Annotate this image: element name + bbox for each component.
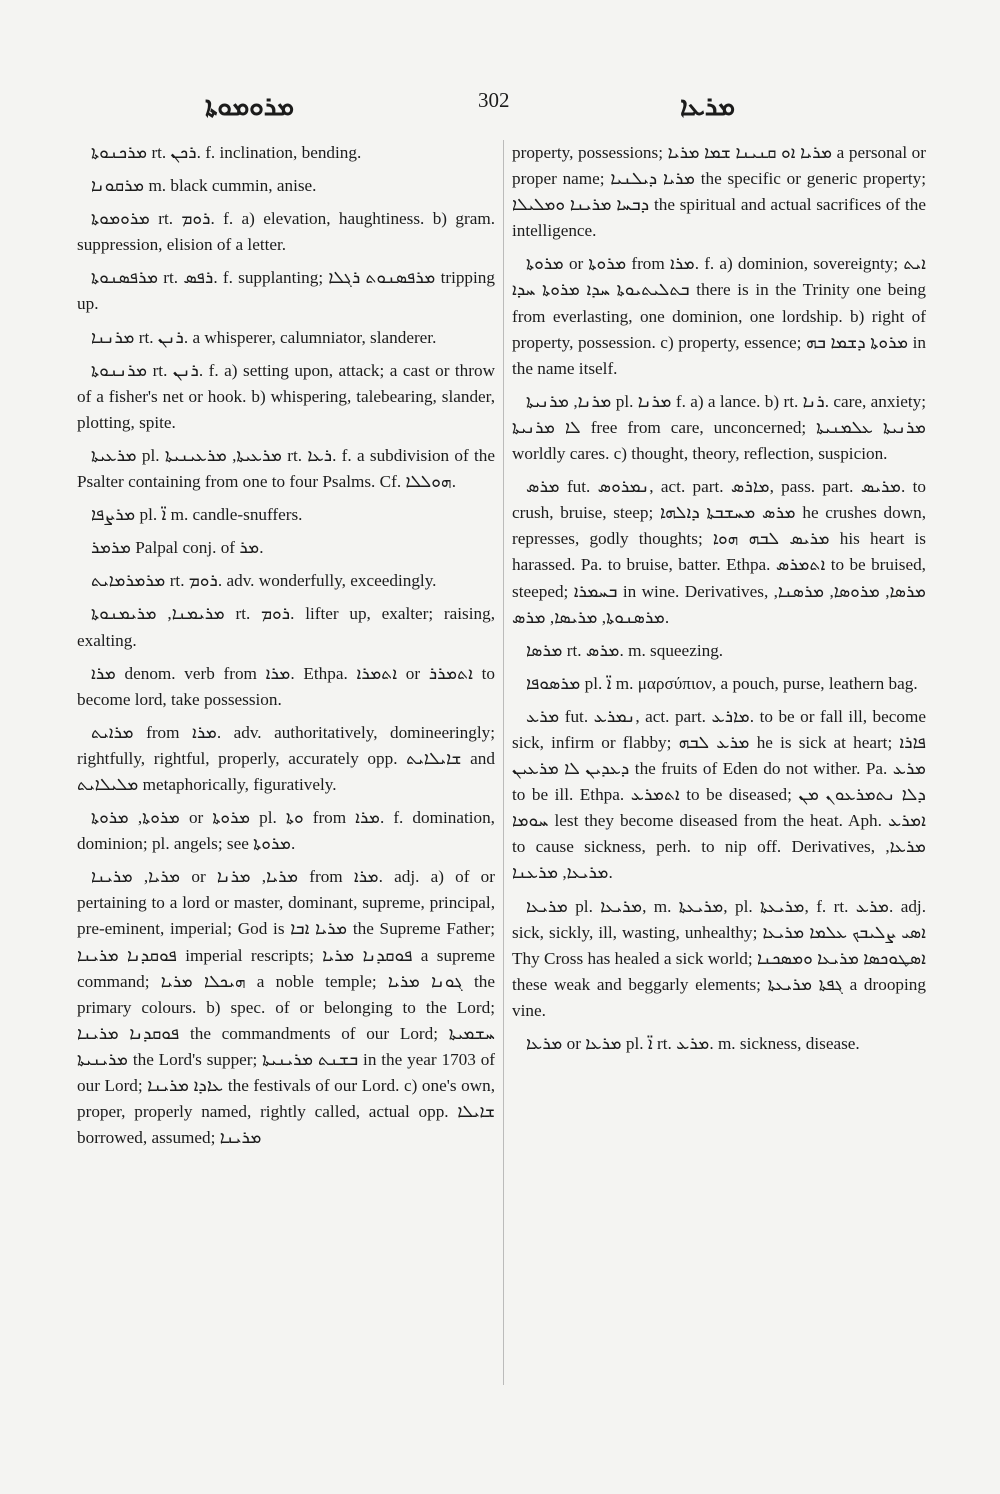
dictionary-entry: ܡܪܡܪ Palpal conj. of ܡܪ.	[91, 538, 264, 558]
dictionary-entry: ܡܪܟܢܘܬܐ rt. ܪܟܢ. f. inclination, bending.	[91, 143, 362, 162]
dictionary-entry: ܡܪܐ denom. verb from ܡܪܐ. Ethpa. ܐܬܡܪܐ or ܐܬܡܪܪ to become lord, take possession.	[77, 663, 495, 709]
dictionary-entry: ܡܪܦܣܢܘܬܐ rt. ܪܦܣ. f. supplanting; ܡܪܦܣܢܘܬ ܪܓܠܐ tripping up.	[77, 268, 495, 314]
dictionary-entry: ܡܪܐܝܬ from ܡܪܐ. adv. authoritatively, domineeringly; rightfully, rightful, properly, accurately opp. ܫܐܝܠܐܝܬ and ܡܠܝܠܐܝܬ metaphorically, figuratively.	[77, 722, 495, 794]
dictionary-entry: ܡܪܝܥܐ pl. ܡܪܝܥܐ, m. ܡܪܝܥܬܐ, pl. ܡܪܝܥܬܐ, f. rt. ܡܪܥ. adj. sick, sickly, ill, wasting, unhealthy; ܐܣܝ ܨܠܝܒܟ ܥܠܡܐ ܡܪܝܥܐ Thy Cross has healed a sick world; ܐܣܛܘܟܣܐ ܡܪܝܥܐ ܘܡܣܟܢܐ these weak and beggarly elements; ܓܦܬܐ ܡܪܝܥܬܐ a drooping vine.	[512, 896, 927, 1020]
dictionary-entry: ܡܪܥ fut. ܢܡܪܥ, act. part. ܡܐܪܥ. to be or fall ill, become sick, infirm or flabby; ܡܪܥ ܠܒܗ he is sick at heart; ܦܐܪܐ ܕܥܕܝܢ ܠܐ ܡܪܥܝܢ the fruits of Eden do not wither. Pa. ܡܪܥ to be ill. Ethpa. ܐܬܡܪܥ to be diseased; ܕܠܐ ܢܬܡܪܥܘܢ ܡܢ ܚܘܡܐ lest they become diseased from the heat. Aph. ܐܡܪܥ to cause sickness, perh. to nip off. Derivatives, ܡܪܥܐ, ܡܪܝܥܐ, ܡܪܥܢܐ.	[512, 706, 926, 883]
dictionary-entry: ܡܪܥܝܬܐ pl. ܡܪܥܝܬܐ, ܡܪܥܝܢܝܬܐ rt. ܪܥܐ. f. a subdivision of the Psalter containing from one to four Psalms. Cf. ܗܘܠܠܐ.	[77, 445, 496, 492]
dictionary-entry: ܡܪܡܪܡܐܝܬ rt. ܪܘܡ. adv. wonderfully, exceedingly.	[91, 571, 437, 591]
page-number: 302	[478, 88, 510, 112]
dictionary-entry: ܡܪܣܘܦܐ pl. ܐ̈ m. μαρσύπιον, a pouch, purse, leathern bag.	[526, 673, 918, 693]
dictionary-entry: ܡܪܘܡܘܬܐ rt. ܪܘܡ. f. a) elevation, haughtiness. b) gram. suppression, elision of a letter.	[77, 209, 496, 255]
right-column	[512, 140, 926, 1064]
dictionary-entry: ܡܪܢܐ, ܡܪܢܝܬܐ pl. ܡܪܢܐ f. a) a lance. b) rt. ܪܢܐ. care, anxiety; ܠܐ ܡܪܢܝܬܐ free from care, unconcerned; ܡܪܢܝܬܐ ܥܠܡܢܝܬܐ worldly cares. c) thought, theory, reflection, suspicion.	[512, 391, 926, 464]
dictionary-entry: ܡܪܝܡܢܐ, ܡܪܝܡܢܘܬܐ rt. ܪܘܡ. lifter up, exalter; raising, exalting.	[77, 604, 495, 650]
dictionary-entry-continued: property, possessions; ܡܪܝܐ ܐܘ ܩܢܝܢܐ ܫܡܐ ܡܪܝܐ a personal or proper name; ܡܪܝܐ ܕܝܠܢܝܐ the specific or generic property; ܕܒܚܐ ܡܪܝܢܐ ܘܡܠܝܠܐ the spiritual and actual sacrifices of the intelligence.	[512, 143, 926, 241]
dictionary-entry: ܡܪܢܢܐ rt. ܪܢܢ. a whisperer, calumniator, slanderer.	[91, 327, 437, 347]
dictionary-entry: ܡܪܣ fut. ܢܡܪܘܣ, act. part. ܡܐܪܣ, pass. part. ܡܪܝܣ. to crush, bruise, steep; ܡܪܣ ܡܚܫܒܬܐ ܕܐܠܗܐ he crushes down, represses, godly thoughts; ܡܪܝܣ ܠܒܗ ܗܘܐ his heart is harassed. Pa. to bruise, batter. Ethpa. ܐܬܡܪܣ to be bruised, steeped; ܒܚܡܪܐ in wine. Derivatives, ܡܪܣܐ, ܡܪܘܣܐ, ܡܪܣܢܐ, ܡܪܣܢܘܬܐ, ܡܪܝܣܐ, ܡܪܣ.	[512, 477, 926, 627]
left-column	[77, 140, 495, 1158]
dictionary-entry: ܡܪܝܐ, ܡܪܝܢܐ or ܡܪܝܐ, ܡܪܢܐ from ܡܪܐ. adj. a) of or pertaining to a lord or master, dominant, supreme, principal, pre-eminent, imperial; God is ܡܪܝܐ ܐܒܐ the Supreme Father; ܦܘܩܕܢܐ ܡܪܝܢܐ imperial rescripts; ܦܘܩܕܢܐ ܡܪܝܐ a supreme command; ܗܝܟܠܐ ܡܪܝܐ a noble temple; ܓܘܢܐ ܡܪܝܐ the primary colours. b) spec. of or belonging to the Lord; ܦܘܩܕܢܐ ܡܪܝܢܐ the commandments of our Lord; ܚܫܡܝܬܐ ܡܪܝܢܝܬܐ the Lord's supper; ܒܫܢܬ ܡܪܝܢܝܬܐ in the year 1703 of our Lord; ܥܐܕܐ ܡܪܝܢܐ the festivals of our Lord. c) one's own, proper, properly named, rightly called, actual opp. ܫܐܝܠܐ borrowed, assumed; ܡܪܝܢܐ	[77, 867, 496, 1148]
column-divider	[503, 140, 504, 1385]
dictionary-entry: ܡܪܨܦܐ pl. ܐ̈ m. candle-snuffers.	[91, 505, 303, 525]
dictionary-entry: ܡܪܥܐ or ܡܪܥܐ pl. ܐ̈ rt. ܡܪܥ. m. sickness, disease.	[526, 1034, 860, 1053]
right-running-headword: ܡܪܥܐ	[680, 92, 735, 122]
dictionary-entry: ܡܪܘܬܐ, ܡܪܘܬܐ or ܡܪܘܬܐ pl. ܘܬܐ from ܡܪܐ. f. domination, dominion; pl. angels; see ܡܪܘܬܐ.	[77, 808, 495, 854]
dictionary-entry: ܡܪܢܢܘܬܐ rt. ܪܢܢ. f. a) setting upon, attack; a cast or throw of a fisher's net or hook. b) whispering, talebearing, slander, plotting, spite.	[77, 360, 496, 432]
dictionary-entry: ܡܪܣܐ rt. ܡܪܣ. m. squeezing.	[526, 640, 724, 660]
page-header	[0, 86, 1000, 126]
dictionary-entry: ܡܪܩܘܢܐ m. black cummin, anise.	[91, 176, 317, 196]
left-running-headword: ܡܪܘܡܘܬܐ	[205, 92, 295, 122]
dictionary-entry: ܡܪܘܬܐ or ܡܪܘܬܐ from ܡܪܐ. f. a) dominion, sovereignty; ܐܝܬ ܒܬܠܝܬܝܘܬܐ ܚܕܐ ܡܪܘܬܐ ܚܕܐ there is in the Trinity one being from everlasting, one dominion, one lordship. b) right of property, possession. c) property, essence; ܡܪܘܬܐ ܕܫܡܐ ܒܗ in the name itself.	[512, 254, 926, 378]
